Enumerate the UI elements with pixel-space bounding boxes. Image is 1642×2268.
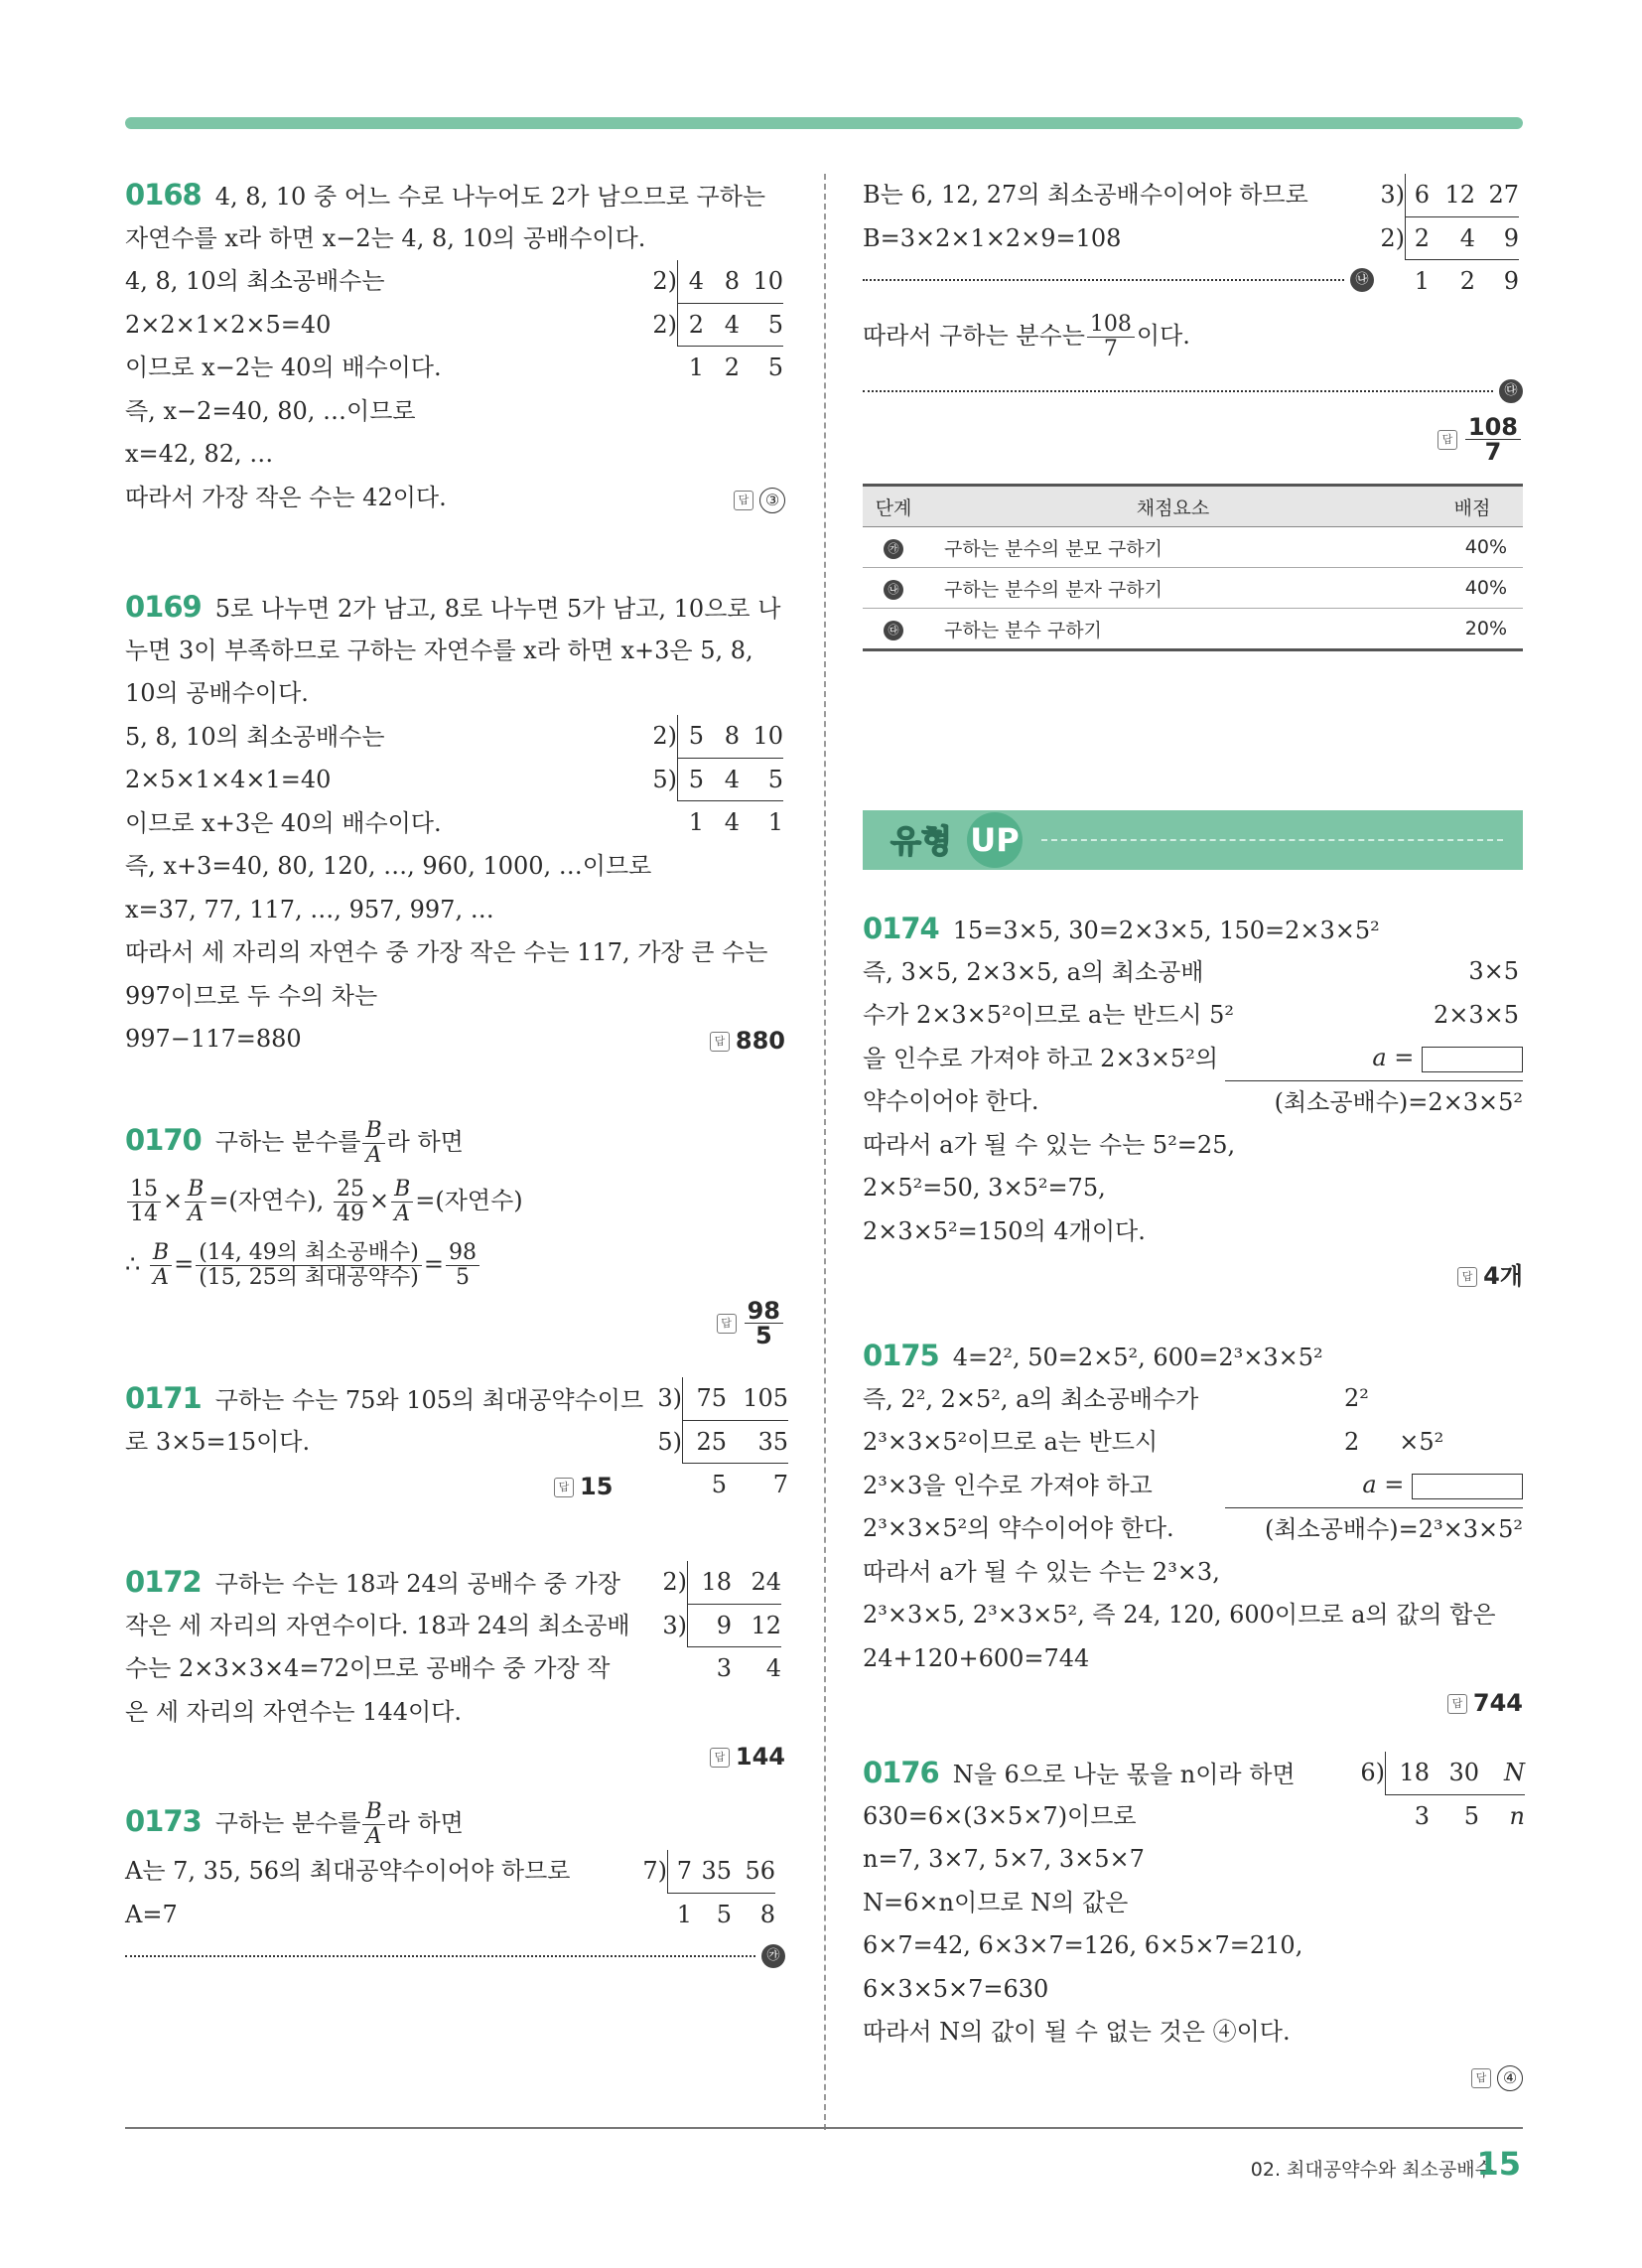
solution-line: B=3×2×1×2×9=108 [863,223,1122,252]
column-divider [824,174,826,2130]
solution-line: 따라서 a가 될 수 있는 수는 2³×3, [863,1557,1220,1586]
problem-0176 [863,1752,1525,2087]
answer: 답 ③ [734,477,785,522]
problem-0169 [125,586,785,1072]
answer: 답 880 [710,1018,785,1063]
footer-rule [125,2127,1523,2129]
top-accent-bar [125,117,1523,129]
solution-line: 이므로 x+3은 40의 배수이다. [125,808,442,837]
up-badge: UP [967,812,1023,868]
page-number: 15 [1476,2145,1521,2183]
section-title: 유형 [890,822,952,860]
chapter-title: 02. 최대공약수와 최소공배수 [1250,2159,1493,2181]
problem-0174 [863,908,1523,1315]
solution-line: 5, 8, 10의 최소공배수는 [125,722,385,751]
lcm-diagram: 2² 2 ×5² a = (최소공배수)=2³×3×5² [1225,1377,1523,1551]
left-column [125,174,788,1963]
ladder-division: 2) 18 24 3) 9 12 3 4 [661,1561,781,1691]
solution-line-last: 따라서 가장 작은 수는 42이다. 답 ③ [125,477,785,520]
scoring-table [863,484,1523,651]
step-badge: ㉮ [761,1944,785,1968]
solution-line: 2×5²=50, 3×5²=75, [863,1174,1106,1202]
answer: 답 4개 [863,1253,1523,1299]
problem-number: 0170 [125,1123,202,1157]
solution-line: 4, 8, 10 중 어느 수로 나누어도 2가 남으므로 구하는 [214,183,766,211]
solution-line: 따라서 N의 값이 될 수 없는 것은 ④이다. [863,2018,1291,2046]
problem-number: 0173 [125,1804,202,1838]
fraction-result: ∴ $\frac{B}{A}$ = $\frac{\text{(14, 49의 최소공배수)}}{\text{(15, 25의 최대공약수)}}$ = $\frac{98}{5}$ [125,1233,785,1295]
solution-line: 6×3×5×7=630 [863,1974,1049,2003]
table-header: 단계 [863,486,924,527]
solution-line: n=7, 3×7, 5×7, 3×5×7 [863,1845,1145,1873]
solution-line: 5로 나누면 2가 남고, 8로 나누면 5가 남고, 10으로 나 [214,595,781,623]
ladder-division: 3) 6 12 27 2) 2 4 9 1 2 9 [1379,174,1519,304]
table-row: ㉮ 구하는 분수의 분모 구하기 40% [863,527,1523,568]
solution-line: 2³×3을 인수로 가져야 하고 [863,1471,1153,1499]
fraction-equation: $\frac{15}{14}$ × $\frac{B}{A}$ =(자연수), $\frac{25}{49}$ × $\frac{B}{A}$ =(자연수) [125,1168,785,1233]
lcm-diagram: 3×5 2×3×5 a = (최소공배수)=2×3×5² [1225,950,1523,1124]
solution-line: 이므로 x−2는 40의 배수이다. [125,354,442,381]
answer: 답 $\frac{98}{5}$ [125,1299,785,1345]
solution-line: 구하는 수는 75와 105의 최대공약수이므 [214,1386,644,1414]
problem-number: 0172 [125,1565,202,1599]
solution-line: 24+120+600=744 [863,1643,1090,1672]
ladder-division: 3) 75 105 5) 25 35 5 7 [656,1377,788,1507]
solution-line: 따라서 a가 될 수 있는 수는 5²=25, [863,1130,1236,1159]
step-divider [125,1936,785,1976]
ladder-division: 2) 4 8 10 2) 2 4 5 1 2 5 [651,260,783,390]
problem-0173: 0173 구하는 분수를 $\frac{B}{A}$ 라 하면 A는 7, 35, 56의 최대공약수이어야 하므로 A=7 ㉮ 7) 7 35 56 1 5 8 [125,1792,785,1961]
table-header: 채점요소 [924,486,1422,527]
solution-line: 2³×3×5²의 약수이어야 한다. [863,1514,1174,1542]
solution-line: 구하는 수는 18과 24의 공배수 중 가장 [214,1570,620,1598]
solution-line: 수는 2×3×3×4=72이므로 공배수 중 가장 작 [125,1654,611,1682]
answer: 답 744 [863,1680,1523,1726]
solution-line: 630=6×(3×5×7)이므로 [863,1801,1137,1830]
section-banner [863,810,1523,870]
solution-line: 2×2×1×2×5=40 [125,310,332,339]
ladder-division: 2) 5 8 10 5) 5 4 5 1 4 1 [651,715,783,845]
solution-line: 2×5×1×4×1=40 [125,766,332,793]
problem-0168 [125,174,785,546]
solution-line: A=7 [125,1900,178,1928]
solution-line: 2×3×5²=150의 4개이다. [863,1216,1146,1245]
answer: 답 144 [125,1734,785,1779]
right-column [863,174,1525,2087]
solution-line: 즉, x−2=40, 80, …이므로 [125,396,416,425]
solution-line: 을 인수로 가져야 하고 2×3×5²의 [863,1044,1219,1072]
solution-line: x=42, 82, … [125,440,274,468]
solution-line: 즉, 3×5, 2×3×5, a의 최소공배 [863,957,1204,986]
step-badge: ㉯ [1350,268,1374,292]
solution-line: 자연수를 x라 하면 x−2는 4, 8, 10의 공배수이다. [125,223,646,252]
problem-0170: 0170 구하는 분수를 $\frac{B}{A}$ 라 하면 $\frac{15}{14}$ × $\frac{B}{A}$ =(자연수), $\frac{25}{49}$ × $\frac{B}{A}$ =(자연수) ∴ $\frac{B}{A}$ = $\frac{\text{(14, 49의 최소공배수)}}{\text{(15, 25의 최대공약수)}}$ = $\frac{98}{5}$ 답 $\frac{98}{5}$ [125,1112,785,1355]
table-row: ㉰ 구하는 분수 구하기 20% [863,609,1523,650]
problem-number: 0171 [125,1381,202,1415]
problem-0173-continued: B는 6, 12, 27의 최소공배수이어야 하므로 B=3×2×1×2×9=108 ㉯ 따라서 구하는 분수는 $\frac{108}{7}$ 이다. ㉰ 답 $\frac{108}{7}$ 3) 6 12 27 2) 2 4 9 1 2 9 [863,174,1523,482]
problem-number: 0169 [125,590,202,624]
solution-line: 2³×3×5²이므로 a는 반드시 [863,1428,1159,1456]
solution-line: 997이므로 두 수의 차는 [125,981,378,1010]
answer: 답 15 [554,1464,613,1509]
solution-line-last: 997−117=880 답 880 [125,1018,785,1062]
step-badge: ㉰ [1499,379,1523,403]
answer: 답 ④ [863,2055,1523,2100]
solution-line: N을 6으로 나눈 몫을 n이라 하면 [952,1761,1296,1788]
solution-line: 6×7=42, 6×3×7=126, 6×5×7=210, [863,1931,1303,1959]
solution-line: 은 세 자리의 자연수는 144이다. [125,1697,462,1726]
problem-number: 0175 [863,1339,939,1372]
solution-line: 작은 세 자리의 자연수이다. 18과 24의 최소공배 [125,1611,630,1639]
solution-line: 4, 8, 10의 최소공배수는 [125,267,385,295]
solution-line: N=6×n이므로 N의 값은 [863,1888,1129,1916]
problem-0171 [125,1377,788,1511]
solution-line: 수가 2×3×5²이므로 a는 반드시 5² [863,1001,1235,1029]
ladder-division: 6) 18 30 N 3 5 n [1359,1752,1525,1838]
table-header: 배점 [1422,486,1523,527]
solution-line: 약수이어야 한다. [863,1087,1039,1115]
solution-line: 10의 공배수이다. [125,679,309,707]
problem-number: 0176 [863,1756,939,1789]
solution-line: 로 3×5=15이다. [125,1427,311,1456]
solution-line: 누면 3이 부족하므로 구하는 자연수를 x라 하면 x+3은 5, 8, [125,636,753,664]
step-divider [863,260,1374,300]
solution-line: 즉, 2², 2×5², a의 최소공배수가 [863,1384,1199,1413]
solution-line: 15=3×5, 30=2×3×5, 150=2×3×5² [952,917,1380,944]
solution-line: x=37, 77, 117, …, 957, 997, … [125,895,494,923]
solution-line: 즉, x+3=40, 80, 120, …, 960, 1000, …이므로 [125,852,652,880]
solution-line: 2³×3×5, 2³×3×5², 즉 24, 120, 600이므로 a의 값의 합은 [863,1601,1496,1629]
solution-line: B는 6, 12, 27의 최소공배수이어야 하므로 [863,181,1308,209]
table-row: ㉯ 구하는 분수의 분자 구하기 40% [863,568,1523,609]
ladder-division: 7) 7 35 56 1 5 8 [641,1850,775,1936]
answer: 답 $\frac{108}{7}$ [863,415,1523,461]
problem-0172 [125,1561,785,1771]
solution-line: 따라서 세 자리의 자연수 중 가장 작은 수는 117, 가장 큰 수는 [125,938,768,966]
problem-number: 0174 [863,912,939,945]
problem-0175 [863,1335,1523,1717]
problem-number: 0168 [125,178,202,212]
solution-line: A는 7, 35, 56의 최대공약수이어야 하므로 [125,1857,571,1885]
step-divider [863,371,1523,411]
solution-line: 4=2², 50=2×5², 600=2³×3×5² [952,1344,1323,1371]
